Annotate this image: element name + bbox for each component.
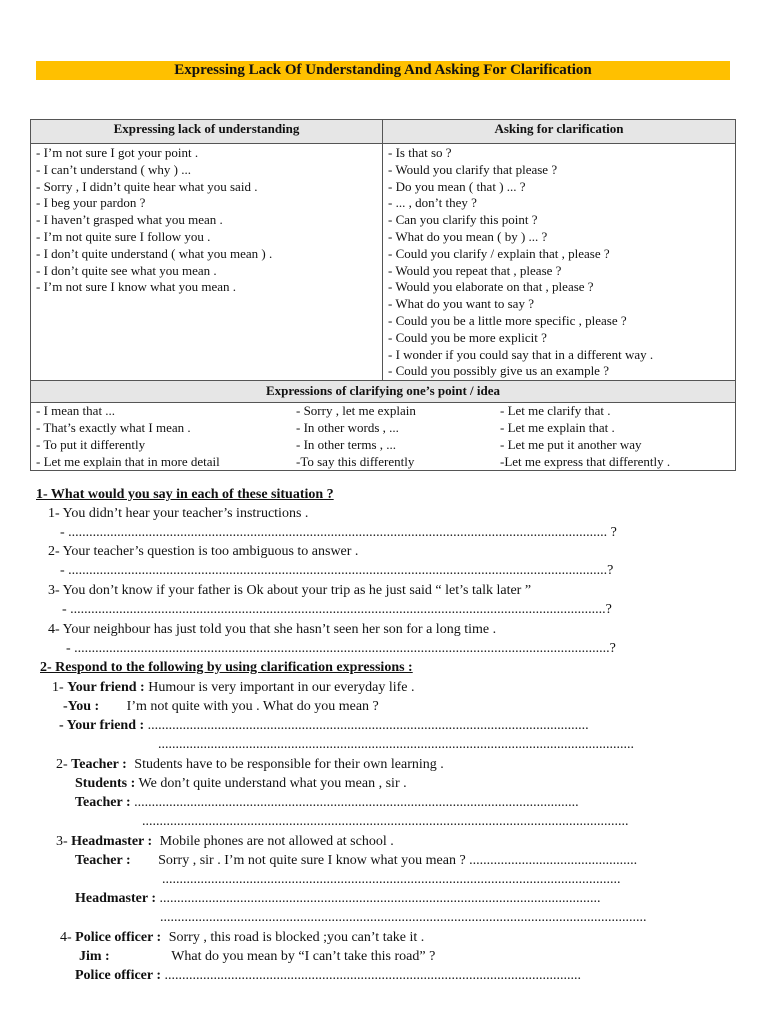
dialogue2-line3 (75, 795, 579, 811)
speaker-label: Your friend : (67, 680, 145, 695)
lack-of-understanding-list (31, 144, 383, 381)
answer-line[interactable]: ................................................................................................................................... (162, 872, 621, 887)
speaker-label: -You : (63, 699, 100, 714)
dialogue3 (56, 834, 394, 850)
dialogue-number: 2- (56, 757, 68, 772)
dialogue-line: Mobile phones are not allowed at school . (159, 834, 394, 849)
list-item: - I don’t quite understand ( what you mean ) . (36, 245, 273, 261)
list-item: - That’s exactly what I mean . (36, 419, 191, 435)
dialogue-line: I’m not quite with you . What do you mean ? (126, 699, 379, 714)
list-item: - Would you repeat that , please ? (388, 262, 562, 278)
exercise1-heading: 1- What would you say in each of these situation ? (36, 487, 334, 502)
speaker-label: Headmaster : (75, 891, 156, 906)
exercise2-heading: 2- Respond to the following by using clarification expressions : (40, 660, 413, 675)
list-item: - I beg your pardon ? (36, 195, 146, 211)
list-item: - Can you clarify this point ? (388, 212, 538, 228)
list-item: -To say this differently (296, 453, 415, 469)
clarifying-col-2 (296, 403, 500, 470)
dialogue1 (52, 680, 415, 696)
list-item: - Do you mean ( that ) ... ? (388, 178, 526, 194)
dialogue1-line3 (59, 718, 589, 734)
list-item: - Could you be more explicit ? (388, 329, 547, 345)
list-item: - Sorry , let me explain (296, 403, 416, 419)
dialogue2 (56, 757, 444, 773)
speaker-label: Jim : (79, 949, 110, 964)
dialogue-line: What do you mean by “I can’t take this road” ? (171, 949, 436, 964)
list-item: - Could you clarify / explain that , please ? (388, 245, 610, 261)
speaker-label: Teacher : (75, 795, 131, 810)
clarifying-header: Expressions of clarifying one’s point / idea (31, 381, 736, 403)
speaker-label: Headmaster : (71, 834, 153, 849)
list-item: - I can’t understand ( why ) ... (36, 161, 191, 177)
speaker-label: Students : (75, 776, 136, 791)
dialogue4-line3 (75, 968, 581, 984)
speaker-label: - Your friend : (59, 718, 145, 733)
list-item: - Could you possibly give us an example ? (388, 363, 609, 379)
answer-line[interactable]: ........................................................................................................................................... (160, 910, 647, 925)
answer-line[interactable]: ....................................................................................................................... (164, 968, 582, 983)
clarifying-expressions (31, 403, 736, 471)
dialogue-number: 3- (56, 834, 68, 849)
dialogue-line: Sorry , this road is blocked ;you can’t take it . (168, 930, 425, 945)
page-title: Expressing Lack Of Understanding And Asking For Clarification (36, 61, 730, 80)
clarifying-col-1 (36, 403, 296, 470)
clarifying-col-3 (500, 403, 730, 470)
answer-line[interactable]: ........................................................................................................................................ (158, 737, 634, 752)
list-item: - Let me put it another way (500, 436, 642, 452)
dialogue-line: Humour is very important in our everyday life . (148, 680, 415, 695)
list-item: - Would you clarify that please ? (388, 161, 558, 177)
list-item: - I’m not sure I got your point . (36, 145, 199, 160)
dialogue-number: 1- (52, 680, 64, 695)
answer-line[interactable]: .............................................................................................................................. (147, 718, 589, 733)
list-item: - In other terms , ... (296, 436, 397, 452)
exercise1-prompt-2: 2- Your teacher’s question is too ambiguous to answer . (48, 544, 359, 559)
list-item: - Sorry , I didn’t quite hear what you said . (36, 178, 258, 194)
exercise1-prompt-4: 4- Your neighbour has just told you that she hasn’t seen her son for a long time . (48, 622, 497, 637)
list-item: - Is that so ? (388, 145, 452, 160)
col2-header: Asking for clarification (383, 120, 736, 144)
dialogue4 (60, 930, 424, 946)
dialogue-line: Students have to be responsible for their own learning . (134, 757, 444, 772)
list-item: - I don’t quite see what you mean . (36, 262, 217, 278)
list-item: - Let me explain that in more detail (36, 453, 220, 469)
reference-table (30, 119, 736, 471)
dialogue4-line2 (79, 949, 435, 965)
asking-clarification-list (383, 144, 736, 381)
speaker-label: Police officer : (75, 968, 162, 983)
dialogue-line: Sorry , sir . I’m not quite sure I know what you mean ? ................................................ (158, 853, 638, 868)
exercise1-prompt-1: 1- You didn’t hear your teacher’s instructions . (48, 506, 309, 521)
list-item: - What do you want to say ? (388, 296, 534, 312)
exercise1-answer-line-4[interactable]: - .........................................................................................................................................................? (66, 641, 616, 656)
dialogue1-line2 (63, 699, 379, 715)
list-item: - To put it differently (36, 436, 146, 452)
exercise1-answer-line-3[interactable]: - .........................................................................................................................................................? (62, 602, 612, 617)
list-item: - Let me clarify that . (500, 403, 611, 419)
list-item: - Would you elaborate on that , please ? (388, 279, 594, 295)
dialogue3-line2 (75, 853, 637, 869)
dialogue3-line3 (75, 891, 601, 907)
dialogue2-line2 (75, 776, 407, 792)
list-item: - ... , don’t they ? (388, 195, 477, 211)
exercise1-answer-line-1[interactable]: - .......................................................................................................................................................... ? (60, 525, 617, 540)
answer-line[interactable]: .............................................................................................................................. (159, 891, 601, 906)
dialogue-line: We don’t quite understand what you mean , sir . (138, 776, 407, 791)
list-item: - What do you mean ( by ) ... ? (388, 228, 548, 244)
speaker-label: Police officer : (75, 930, 162, 945)
list-item: - I’m not quite sure I follow you . (36, 228, 211, 244)
list-item: - Could you be a little more specific , please ? (388, 312, 627, 328)
list-item: -Let me express that differently . (500, 453, 671, 469)
exercise1-answer-line-2[interactable]: - ..........................................................................................................................................................? (60, 563, 614, 578)
speaker-label: Teacher : (71, 757, 127, 772)
list-item: - I mean that ... (36, 403, 116, 419)
speaker-label: Teacher : (75, 853, 131, 868)
list-item: - I haven’t grasped what you mean . (36, 212, 223, 228)
list-item: - In other words , ... (296, 419, 399, 435)
answer-line[interactable]: ............................................................................................................................... (134, 795, 579, 810)
list-item: - I’m not sure I know what you mean . (36, 279, 237, 295)
list-item: - I wonder if you could say that in a different way . (388, 346, 654, 362)
dialogue-number: 4- (60, 930, 72, 945)
answer-line[interactable]: ........................................................................................................................................... (142, 814, 629, 829)
list-item: - Let me explain that . (500, 419, 615, 435)
exercise1-prompt-3: 3- You don’t know if your father is Ok about your trip as he just said “ let’s talk later ” (48, 583, 532, 598)
col1-header: Expressing lack of understanding (31, 120, 383, 144)
